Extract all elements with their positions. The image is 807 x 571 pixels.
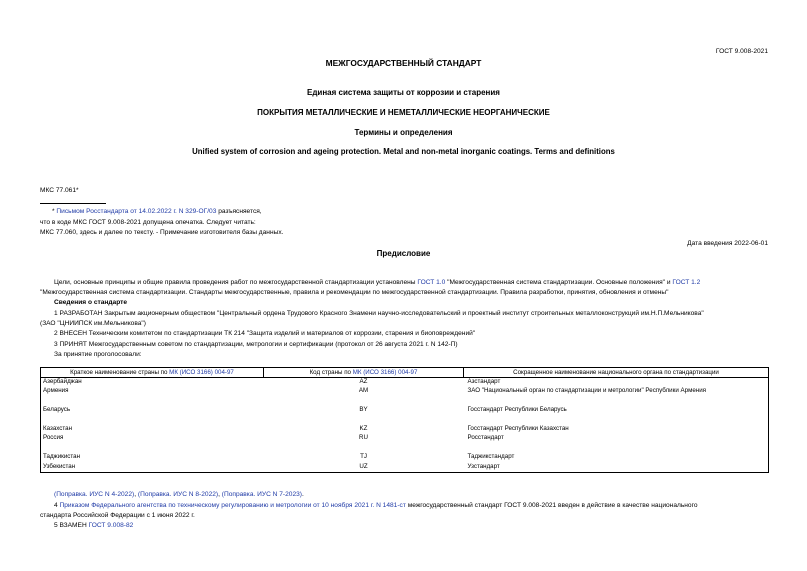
- preface-paragraph-1: [54, 279, 700, 286]
- code-cell: BY: [359, 406, 368, 414]
- code-cell: [264, 416, 464, 425]
- preface-heading: Предисловие: [376, 249, 431, 258]
- header-text: Код страны по: [309, 369, 353, 376]
- code-cell: [264, 444, 464, 453]
- country-cell: Казахстан: [43, 424, 72, 432]
- code-cell: RU: [359, 434, 368, 442]
- item-4-rest: межгосударственный стандарт ГОСТ 9.008-2021 введен в действие в качестве национального: [405, 502, 698, 509]
- mk-iso-link[interactable]: МК (ИСО 3166) 004-97: [352, 369, 418, 376]
- country-cell: Таджикистан: [43, 453, 81, 461]
- item-4-enacted: [54, 502, 698, 509]
- code-cell: AM: [358, 387, 369, 395]
- preface-text-b: "Межгосударственная система стандартизации. Основные положения" и: [445, 279, 673, 286]
- introduction-date: Дата введения 2022-06-01: [687, 240, 768, 247]
- table-row: [41, 397, 769, 406]
- code-cell: [264, 397, 464, 406]
- table-header-row: [41, 368, 769, 378]
- header-text: Краткое наименование страны по: [70, 369, 170, 376]
- footnote-line-1: [52, 208, 262, 215]
- preface-text-a: Цели, основные принципы и общие правила проведения работ по межгосударственной стандартизации установлены: [54, 279, 418, 286]
- document-code: ГОСТ 9.008-2021: [715, 48, 768, 55]
- country-cell: [41, 397, 264, 406]
- footnote-letter-link[interactable]: Письмом Росстандарта от 14.02.2022 г. N 329-ОГ/03: [56, 208, 217, 215]
- table-row: [41, 416, 769, 425]
- footnote-line-2: что в коде МКС ГОСТ 9.008-2021 допущена опечатка. Следует читать:: [40, 219, 256, 226]
- country-cell: [41, 416, 264, 425]
- order-link[interactable]: Приказом Федерального агентства по техническому регулированию и метрологии от 10 ноября 2021 г. N 1481-ст: [59, 502, 406, 509]
- item-4-cont: стандарта Российской Федерации с 1 июня 2022 г.: [40, 512, 195, 519]
- country-cell: Беларусь: [43, 406, 71, 414]
- period: .: [302, 491, 304, 498]
- gost-1-2-link[interactable]: ГОСТ 1.2: [672, 279, 701, 286]
- body-cell: [464, 397, 769, 406]
- table-row: [41, 434, 769, 443]
- table-row: [41, 463, 769, 473]
- body-cell: Госстандарт Республики Беларусь: [467, 406, 567, 414]
- footnote-star: *: [52, 208, 55, 215]
- country-cell: [41, 444, 264, 453]
- footnote-divider: [40, 203, 106, 204]
- body-cell: Азстандарт: [467, 378, 501, 385]
- table-row: [41, 387, 769, 396]
- gost-9-008-82-link[interactable]: ГОСТ 9.008-82: [88, 522, 134, 529]
- body-cell: Госстандарт Республики Казахстан: [467, 424, 569, 432]
- item-5-prefix: 5 ВЗАМЕН: [54, 522, 89, 529]
- amendment-link-3[interactable]: (Поправка. ИУС N 7-2023): [221, 491, 302, 498]
- body-cell: [464, 416, 769, 425]
- voting-countries-table: [40, 367, 769, 473]
- standard-info-heading: Сведения о стандарте: [54, 299, 128, 306]
- footnote-line-3: МКС 77.060, здесь и далее по тексту. - Примечание изготовителя базы данных.: [40, 229, 284, 236]
- body-cell: ЗАО "Национальный орган по стандартизации и метрологии" Республики Армения: [467, 387, 707, 395]
- body-cell: Узстандарт: [467, 462, 500, 470]
- voted-label: За принятие проголосовали:: [54, 351, 142, 358]
- country-cell: Армения: [43, 387, 69, 395]
- mk-iso-link[interactable]: МК (ИСО 3166) 004-97: [169, 369, 234, 376]
- table-row: [41, 444, 769, 453]
- header-country-code: [264, 368, 464, 378]
- separator: ,: [218, 491, 222, 498]
- amendment-link-2[interactable]: (Поправка. ИУС N 8-2022): [137, 491, 219, 498]
- item-4-prefix: 4: [54, 502, 60, 509]
- main-title: ПОКРЫТИЯ МЕТАЛЛИЧЕСКИЕ И НЕМЕТАЛЛИЧЕСКИЕ НЕОРГАНИЧЕСКИЕ: [257, 108, 550, 117]
- table-row: [41, 425, 769, 434]
- english-title: Unified system of corrosion and ageing protection. Metal and non-metal inorganic coatings. Terms and definitions: [192, 147, 615, 156]
- preface-paragraph-1-cont: "Межгосударственная система стандартизации. Стандарты межгосударственные, правила и рекомендации по межгосударственной стандартизации. Правила разработки, принятия, обновления и отмены": [40, 289, 669, 296]
- separator: ,: [134, 491, 138, 498]
- code-cell: AZ: [359, 378, 368, 385]
- subtitle: Термины и определения: [354, 128, 453, 137]
- item-3-adopted: 3 ПРИНЯТ Межгосударственным советом по стандартизации, метрологии и сертификации (протокол от 26 августа 2021 г. N 142-П): [54, 341, 458, 348]
- body-cell: Росстандарт: [467, 434, 504, 442]
- item-2-submitted: 2 ВНЕСЕН Техническим комитетом по стандартизации ТК 214 "Защита изделий и материалов от коррозии, старения и биоповреждений": [54, 330, 476, 337]
- body-cell: Таджикстандарт: [467, 453, 515, 461]
- gost-1-0-link[interactable]: ГОСТ 1.0: [417, 279, 446, 286]
- header-text: Сокращенное наименование национального органа по стандартизации: [513, 369, 719, 376]
- country-cell: Россия: [43, 434, 64, 442]
- country-cell: Узбекистан: [43, 462, 76, 470]
- mks-code: МКС 77.061*: [40, 187, 79, 194]
- standard-type: МЕЖГОСУДАРСТВЕННЫЙ СТАНДАРТ: [325, 58, 482, 68]
- item-1-cont: (ЗАО "ЦНИИПСК им.Мельникова"): [40, 320, 146, 327]
- table-row: [41, 453, 769, 462]
- amendment-link-1[interactable]: (Поправка. ИУС N 4-2022): [54, 491, 135, 498]
- footnote-line-1-rest: разъясняется,: [216, 208, 262, 215]
- table-row: [41, 406, 769, 415]
- body-cell: [464, 444, 769, 453]
- item-1-developed: 1 РАЗРАБОТАН Закрытым акционерным обществом "Центральный ордена Трудового Красного Знамени научно-исследовательский и проектный институт строительных металлоконструкций им.Н.П.Мельникова": [54, 310, 704, 317]
- header-country-name: [41, 368, 264, 378]
- country-cell: Азербайджан: [43, 378, 82, 385]
- item-5-replaces: [54, 522, 133, 529]
- table-row: [41, 378, 769, 388]
- code-cell: TJ: [360, 453, 367, 461]
- header-national-body: [464, 368, 769, 378]
- system-title: Единая система защиты от коррозии и старения: [307, 88, 500, 97]
- code-cell: UZ: [359, 462, 368, 470]
- amendments-line: [54, 491, 304, 498]
- code-cell: KZ: [359, 424, 368, 432]
